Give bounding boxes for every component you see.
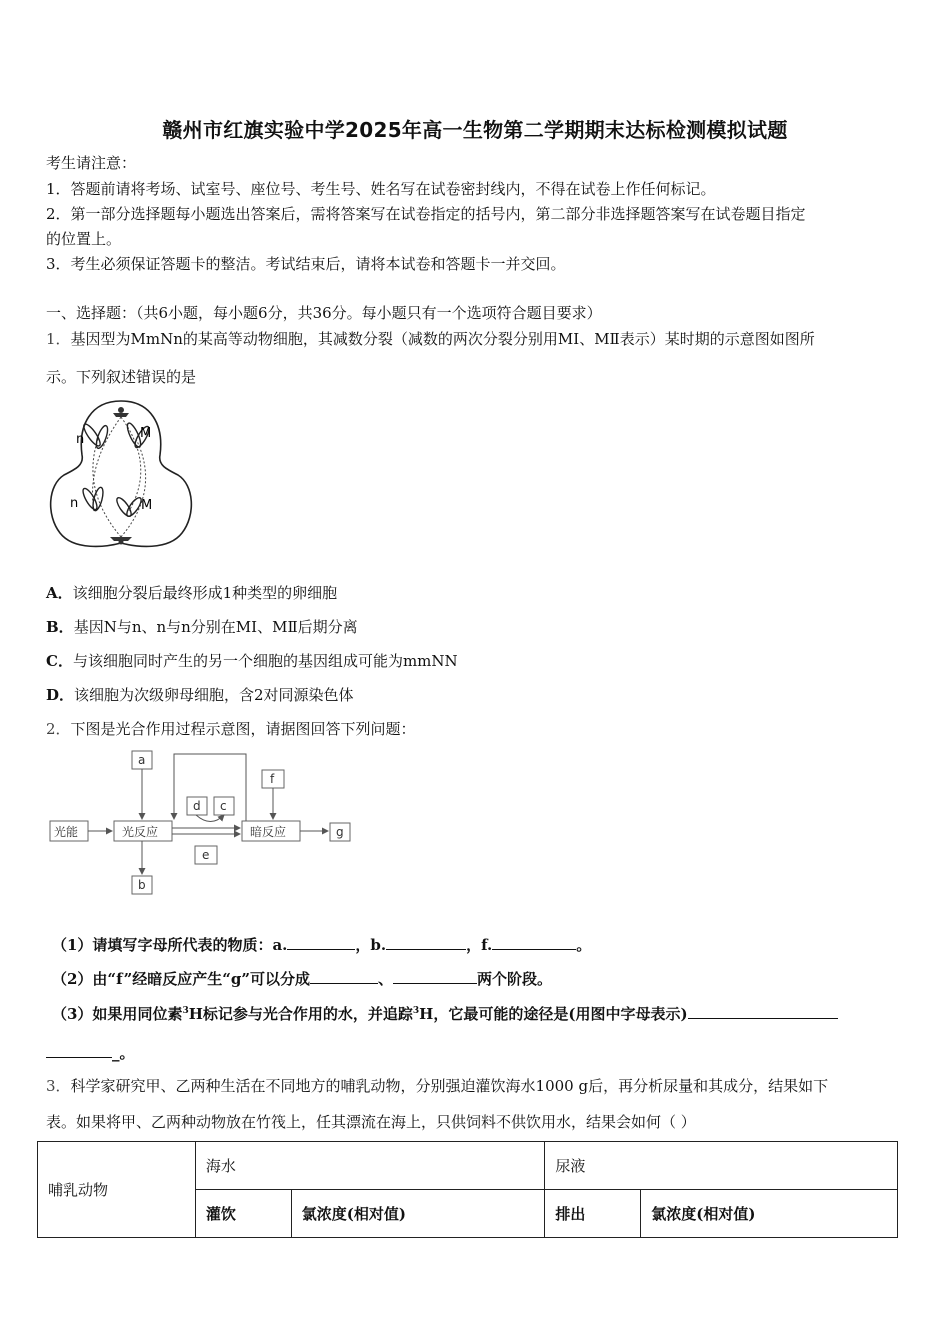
q2-sub3-cont: [46, 1042, 135, 1063]
notice-header: 考生请注意：: [46, 154, 137, 172]
q3-table: [37, 1141, 898, 1238]
th-chloride-urine: 氯浓度(相对值): [641, 1190, 898, 1238]
q2-sub2-sep: 、: [378, 970, 394, 988]
label-light-reaction: 光反应: [122, 825, 159, 839]
question-3-text: 科学家研究甲、乙两种生活在不同地方的哺乳动物，分别强迫灌饮海水1000 g后，再分析尿量和其成分，结果如下: [70, 1077, 829, 1095]
option-b-letter: B．: [46, 618, 74, 636]
question-1-text: 基因型为MmNn的某高等动物细胞，其减数分裂（减数的两次分裂分别用MⅠ、MⅡ表示）某时期的示意图如图所: [70, 330, 815, 348]
option-d-letter: D．: [46, 686, 75, 704]
blank-stage-2[interactable]: [393, 969, 477, 984]
question-3-line2: 表。如果将甲、乙两种动物放在竹筏上，任其漂流在海上，只供饲料不供饮用水，结果会如何（ ）: [46, 1113, 696, 1131]
label-n-top: n: [76, 432, 85, 447]
question-2-number: 2．: [46, 720, 71, 738]
q2-sub3-sup1: 3: [182, 1006, 189, 1016]
centriole-top: [118, 407, 124, 413]
th-drink: 灌饮: [195, 1190, 291, 1238]
label-dark-reaction: 暗反应: [250, 825, 287, 839]
notice-item-2: 2．第一部分选择题每小题选出答案后，需将答案写在试卷指定的括号内，第二部分非选择题答案写在试卷题目指定: [46, 205, 806, 223]
question-2-text: 下图是光合作用过程示意图，请据图回答下列问题：: [70, 720, 416, 738]
page-title: 赣州市红旗实验中学2025年高一生物第二学期期末达标检测模拟试题: [162, 118, 788, 142]
q2-sub3-mid2: H，它最可能的途径是(用图中字母表示): [419, 1005, 688, 1023]
centriole-bottom: [119, 540, 124, 545]
option-d-text: 该细胞为次级卵母细胞，含2对同源染色体: [74, 686, 354, 704]
q2-sub2-prefix: （2）由“f”经暗反应产生“g”可以分成: [52, 970, 310, 988]
label-M-bottom: M: [141, 498, 153, 513]
th-seawater: 海水: [195, 1142, 545, 1190]
option-a-text: 该细胞分裂后最终形成1种类型的卵细胞: [72, 584, 338, 602]
q2-sub1: [52, 934, 591, 955]
option-d: [46, 684, 354, 705]
label-c: c: [220, 799, 227, 813]
question-3-number: 3．: [46, 1077, 71, 1095]
label-n-bottom: n: [70, 496, 79, 511]
q2-sub3-end: _。: [112, 1044, 135, 1062]
question-1-line2: 示。下列叙述错误的是: [46, 368, 197, 386]
notice-item-3: 3．考生必须保证答题卡的整洁。考试结束后，请将本试卷和答题卡一并交回。: [46, 255, 566, 273]
q2-sub1-b: ，b.: [355, 936, 387, 954]
notice-item-2-cont: 的位置上。: [46, 230, 122, 248]
q2-sub3: [52, 1003, 838, 1024]
label-light-energy: 光能: [54, 825, 79, 839]
q2-sub3-prefix: （3）如果用同位素: [52, 1005, 183, 1023]
chromosome-upper-left-a: [81, 422, 102, 448]
label-g: g: [336, 825, 344, 839]
label-M-top: M: [140, 426, 152, 441]
section-header: 一、选择题：（共6小题，每小题6分，共36分。每小题只有一个选项符合题目要求）: [46, 304, 602, 322]
q2-sub2: [52, 968, 552, 989]
option-c-text: 与该细胞同时产生的另一个细胞的基因组成可能为mmNN: [72, 652, 458, 670]
blank-b[interactable]: [386, 935, 466, 950]
option-b: [46, 616, 358, 637]
label-d: d: [193, 799, 201, 813]
question-1-number: 1．: [46, 330, 71, 348]
blank-a[interactable]: [287, 935, 355, 950]
photosynthesis-diagram: [46, 746, 356, 898]
q2-sub3-sup2: 3: [412, 1006, 420, 1016]
q2-sub1-end: 。: [576, 936, 592, 954]
q2-sub2-end: 两个阶段。: [477, 970, 553, 988]
cell-division-figure: [46, 395, 196, 555]
notice-item-1: 1．答题前请将考场、试室号、座位号、考生号、姓名写在试卷密封线内，不得在试卷上作任何标记。: [46, 180, 716, 198]
chromosome-upper-left-b: [94, 424, 110, 449]
blank-stage-1[interactable]: [310, 969, 378, 984]
blank-pathway-cont[interactable]: [46, 1043, 112, 1058]
th-urine: 尿液: [545, 1142, 898, 1190]
option-c: [46, 650, 458, 671]
q2-sub3-mid1: H标记参与光合作用的水，并追踪: [188, 1005, 413, 1023]
label-f: f: [270, 772, 275, 786]
option-c-letter: C．: [46, 652, 73, 670]
q2-sub1-prefix: （1）请填写字母所代表的物质：a.: [52, 936, 288, 954]
option-b-text: 基因N与n、n与n分别在MⅠ、MⅡ后期分离: [73, 618, 358, 636]
question-2-line: [46, 718, 416, 739]
centrosome-top: [113, 413, 129, 417]
th-excrete: 排出: [545, 1190, 641, 1238]
option-a-letter: A．: [46, 584, 73, 602]
th-mammal: 哺乳动物: [38, 1142, 196, 1238]
blank-f[interactable]: [492, 935, 576, 950]
th-chloride-seawater: 氯浓度(相对值): [291, 1190, 545, 1238]
question-1-line1: [46, 328, 815, 349]
label-e: e: [202, 848, 210, 862]
q2-sub1-f: ，f.: [466, 936, 493, 954]
question-3-line1: [46, 1075, 828, 1096]
cell-outline: [51, 401, 192, 546]
label-a: a: [138, 753, 146, 767]
label-b: b: [138, 878, 146, 892]
option-a: [46, 582, 337, 603]
blank-pathway[interactable]: [688, 1004, 838, 1019]
